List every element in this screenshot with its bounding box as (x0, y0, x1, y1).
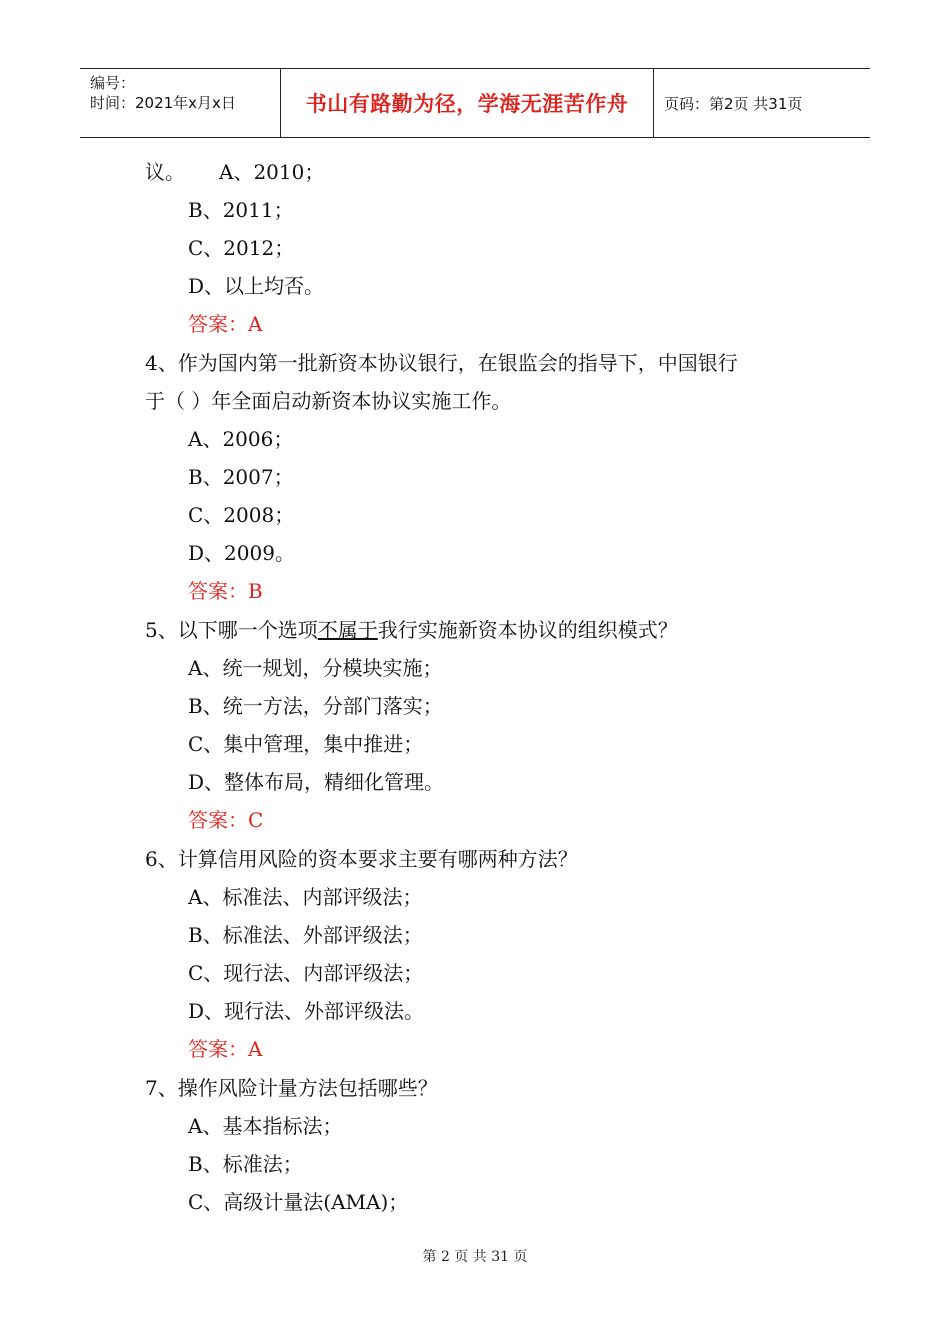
option-6a: A、标准法、内部评级法； (188, 885, 423, 909)
page-footer: 第 2 页 共 31 页 (422, 1249, 528, 1265)
question-5-prefix: 5、以下哪一个选项 (145, 618, 318, 642)
option-6b: B、标准法、外部评级法； (188, 923, 423, 947)
option-4b: B、2007； (188, 465, 294, 489)
question-6: 6、计算信用风险的资本要求主要有哪两种方法？ (145, 847, 578, 871)
option-5b: B、统一方法，分部门落实； (188, 694, 443, 718)
question-4-line-1: 4、作为国内第一批新资本协议银行，在银监会的指导下，中国银行 (145, 351, 738, 375)
option-6d: D、现行法、外部评级法。 (188, 999, 425, 1023)
option-5a: A、统一规划，分模块实施； (188, 656, 443, 680)
option-7b: B、标准法； (188, 1152, 303, 1176)
document-date: 时间：2021年x月x日 (90, 94, 236, 112)
question-5 (145, 611, 678, 649)
option-4a: A、2006； (188, 427, 294, 451)
option-3b: B、2011； (188, 198, 294, 222)
header-meta (80, 69, 281, 137)
answer-5: 答案：C (188, 808, 264, 832)
answer-6: 答案：A (188, 1037, 263, 1061)
page-header (80, 68, 870, 138)
header-motto: 书山有路勤为径，学海无涯苦作舟 (281, 69, 654, 137)
option-4d: D、2009。 (188, 541, 295, 565)
question-4-line-2: 于（ ）年全面启动新资本协议实施工作。 (145, 389, 512, 413)
document-number-label: 编号： (90, 74, 136, 92)
question-3-tail (145, 153, 324, 191)
answer-3: 答案：A (188, 312, 263, 336)
answer-4: 答案：B (188, 579, 263, 603)
option-7c: C、高级计量法(AMA)； (188, 1190, 409, 1214)
option-7a: A、基本指标法； (188, 1114, 343, 1138)
option-3c: C、2012； (188, 236, 295, 260)
option-6c: C、现行法、内部评级法； (188, 961, 424, 985)
question-7: 7、操作风险计量方法包括哪些？ (145, 1076, 438, 1100)
option-5c: C、集中管理，集中推进； (188, 732, 424, 756)
option-4c: C、2008； (188, 503, 295, 527)
header-page-number: 页码：第2页 共31页 (664, 94, 803, 113)
option-3a: A、2010； (219, 160, 325, 184)
option-3d: D、以上均否。 (188, 274, 325, 298)
option-5d: D、整体布局，精细化管理。 (188, 770, 445, 794)
question-5-underlined: 不属于 (317, 618, 378, 642)
question-5-suffix: 我行实施新资本协议的组织模式？ (377, 618, 678, 642)
question-3-tail-text: 议。 (145, 160, 185, 184)
